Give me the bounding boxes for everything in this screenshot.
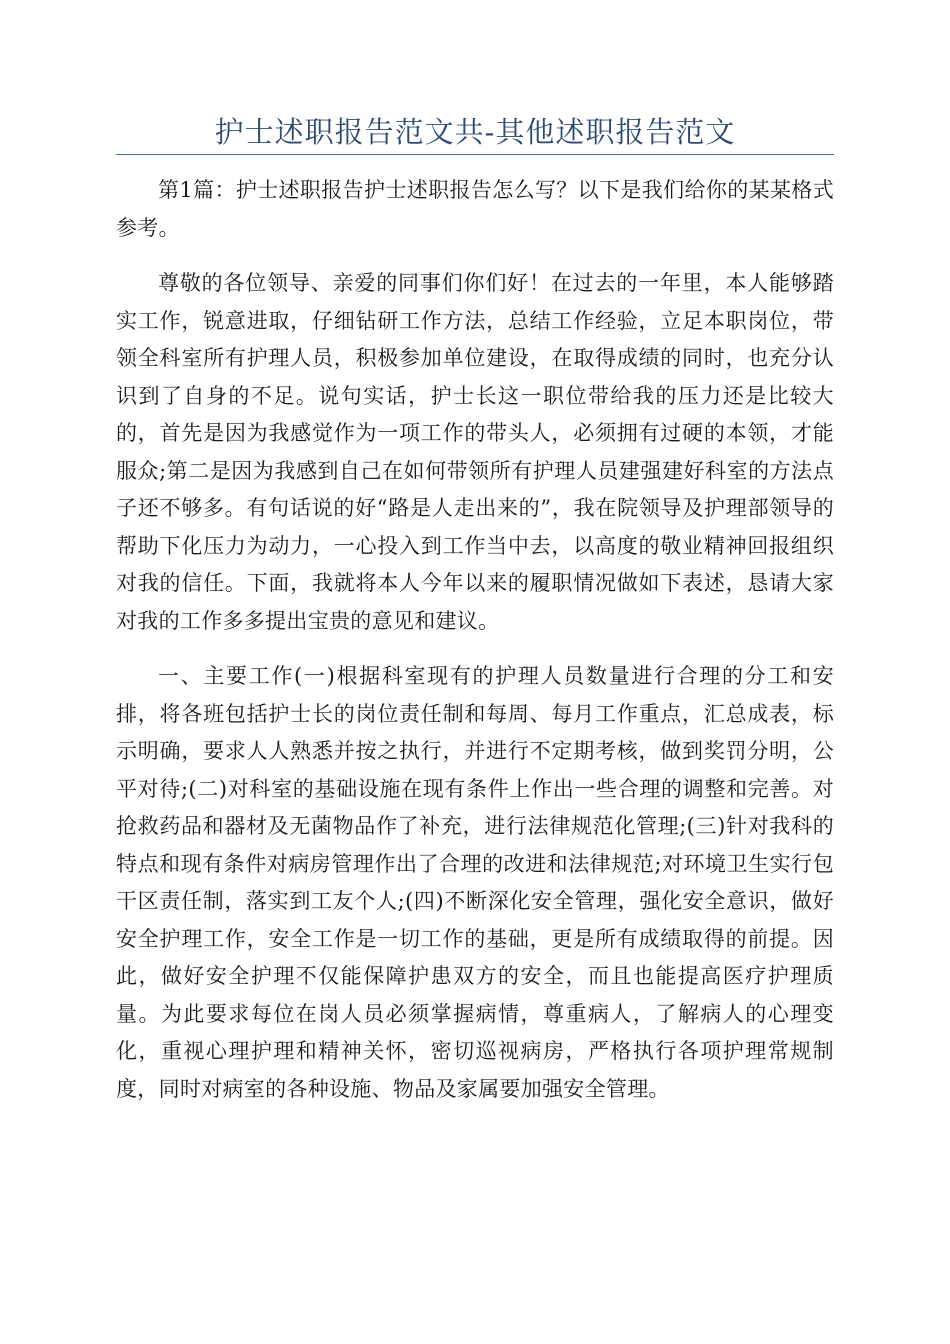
paragraph-greeting: 尊敬的各位领导、亲爱的同事们你们好！在过去的一年里，本人能够踏实工作，锐意进取，仔细钻研工作方法，总结工作经验，立足本职岗位，带领全科室所有护理人员，积极参加单位建设，在取得成绩的同时，也充分认识到了自身的不足。说句实话，护士长这一职位带给我的压力还是比较大的，首先是因为我感觉作为一项工作的带头人，必须拥有过硬的本领，才能服众;第二是因为我感到自己在如何带领所有护理人员建强建好科室的方法点子还不够多。有句话说的好“路是人走出来的”，我在院领导及护理部领导的帮助下化压力为动力，一心投入到工作当中去，以高度的敬业精神回报组织对我的信任。下面，我就将本人今年以来的履职情况做如下表述，恳请大家对我的工作多多提出宝贵的意见和建议。 [116, 271, 834, 633]
paragraph-main-work: 一、主要工作(一)根据科室现有的护理人员数量进行合理的分工和安排，将各班包括护士长的岗位责任制和每周、每月工作重点，汇总成表，标示明确，要求人人熟悉并按之执行，并进行不定期考核，做到奖罚分明，公平对待;(二)对科室的基础设施在现有条件上作出一些合理的调整和完善。对抢救药品和器材及无菌物品作了补充，进行法律规范化管理;(三)针对我科的特点和现有条件对病房管理作出了合理的改进和法律规范;对环境卫生实行包干区责任制，落实到工友个人;(四)不断深化安全管理，强化安全意识，做好安全护理工作，安全工作是一切工作的基础，更是所有成绩取得的前提。因此，做好安全护理不仅能保障护患双方的安全，而且也能提高医疗护理质量。为此要求每位在岗人员必须掌握病情，尊重病人，了解病人的心理变化，重视心理护理和精神关怀，密切巡视病房，严格执行各项护理常规制度，同时对病室的各种设施、物品及家属要加强安全管理。 [116, 664, 834, 1101]
title-underline [116, 154, 834, 155]
paragraph-intro: 第1篇：护士述职报告护士述职报告怎么写？以下是我们给你的某某格式参考。 [116, 178, 834, 240]
document-body [116, 172, 834, 1126]
document-title: 护士述职报告范文共-其他述职报告范文 [214, 115, 736, 149]
